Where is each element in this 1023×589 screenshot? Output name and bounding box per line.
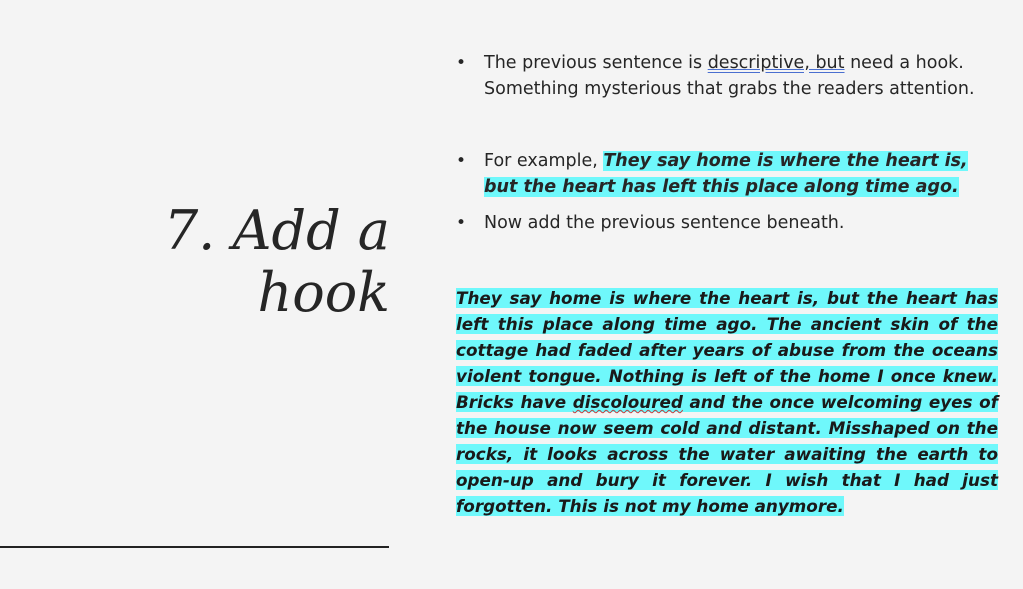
title-line-2: hook bbox=[257, 261, 390, 324]
bullet-item-instruction bbox=[456, 210, 996, 236]
highlighted-example-text: They say home is where the heart is, but the heart has left this place along time ago. bbox=[484, 151, 968, 197]
bullet-item-hook-advice bbox=[456, 50, 996, 102]
bullet-text: For example, bbox=[484, 151, 604, 171]
paragraph-part-1: They say home is where the heart is, but the heart has left this place along time ago. The ancient skin of the cottage had faded after years of abuse from the oceans violent tongue. Nothing is left of the home I once knew. Bricks have bbox=[456, 288, 998, 412]
bullet-icon: • bbox=[456, 151, 467, 171]
grammar-flagged-text[interactable]: descriptive, but bbox=[707, 53, 845, 73]
paragraph-part-2: and the once welcoming eyes of the house now seem cold and distant. Misshaped on the rocks, it looks across the water awaiting the earth to open-up and bury it forever. I wish that I had just forgotten. This is not my home anymore. bbox=[456, 392, 998, 516]
highlighted-paragraph bbox=[456, 285, 998, 519]
bullet-icon: • bbox=[456, 53, 467, 73]
spellcheck-flagged-word[interactable]: discoloured bbox=[572, 392, 683, 412]
bullet-item-example bbox=[456, 148, 996, 200]
paragraph-text bbox=[456, 288, 998, 516]
bullet-icon: • bbox=[456, 213, 467, 233]
bullet-text: need a hook. Something mysterious that grabs the readers attention. bbox=[484, 53, 975, 99]
bullet-text: Now add the previous sentence beneath. bbox=[484, 213, 845, 233]
title-line-1: 7. Add a bbox=[163, 199, 390, 262]
divider-line bbox=[0, 546, 389, 548]
slide-title bbox=[40, 200, 390, 324]
bullet-list bbox=[456, 50, 996, 236]
bullet-text: The previous sentence is bbox=[484, 53, 708, 73]
